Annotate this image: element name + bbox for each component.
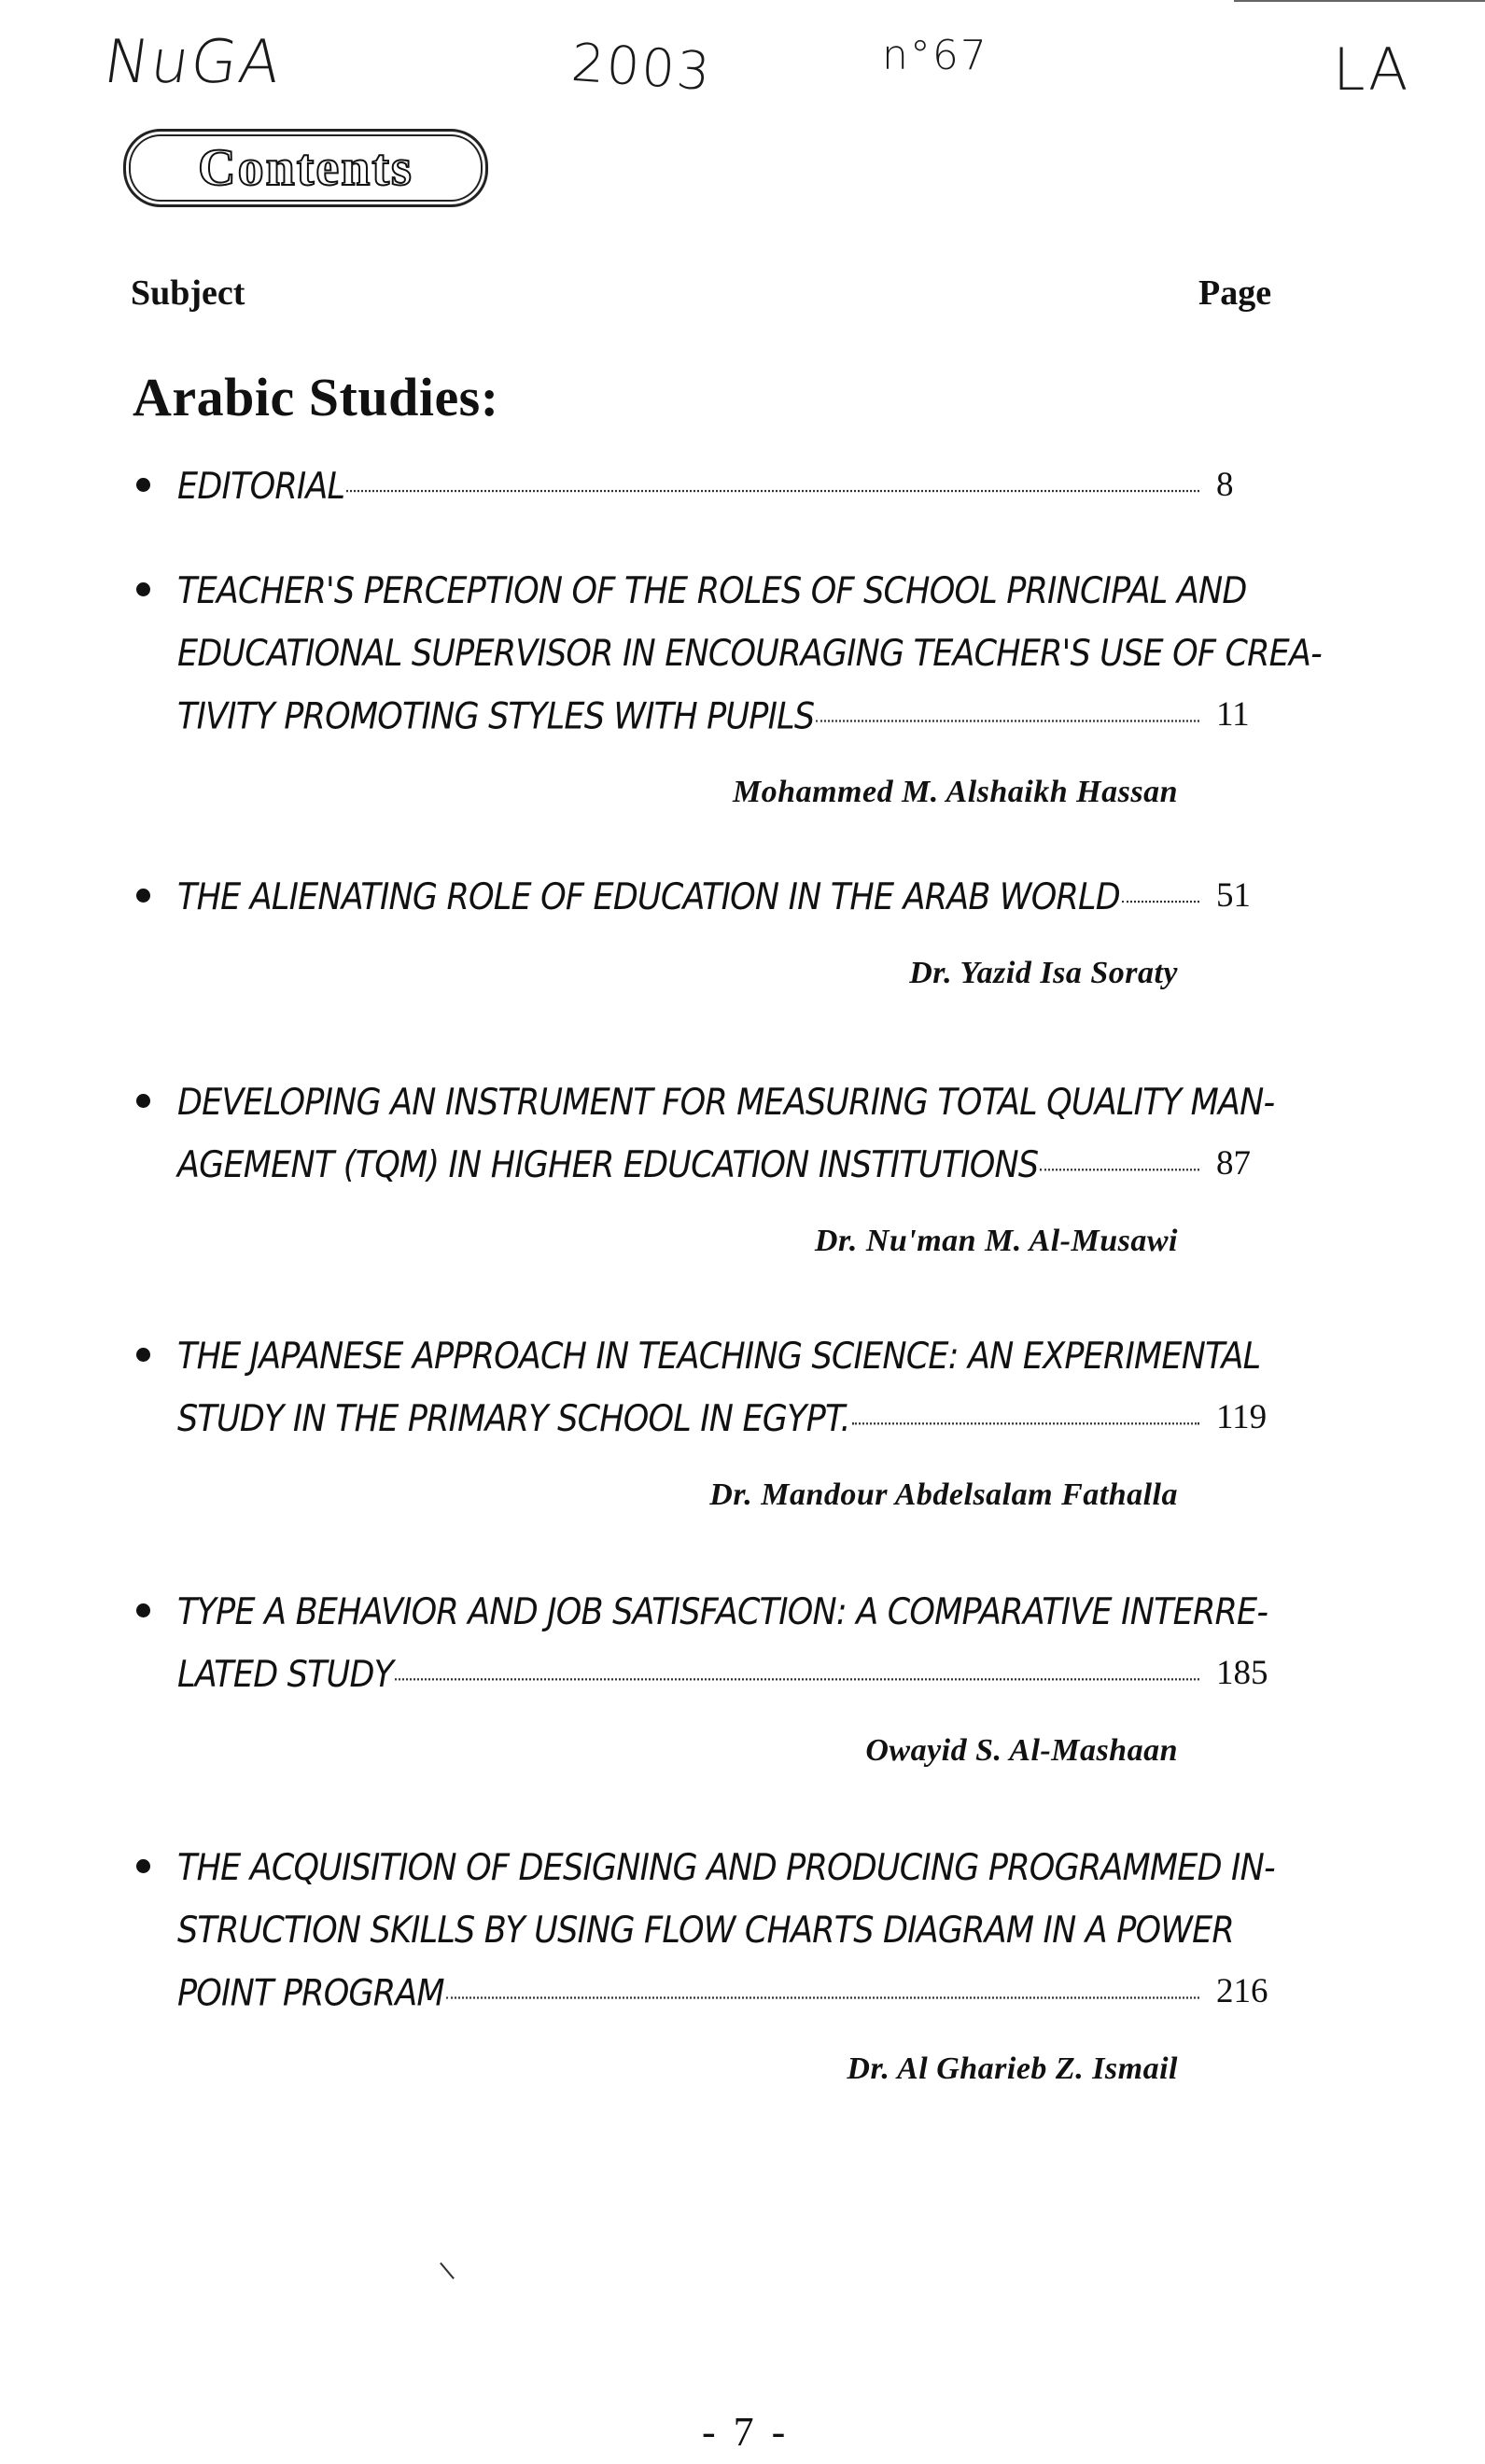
- dot-leader: [1122, 899, 1199, 903]
- toc-author: Dr. Yazid Isa Soraty: [909, 956, 1178, 990]
- title-line: [177, 866, 1199, 929]
- dot-leader: [446, 1995, 1199, 1998]
- bullet-icon: [136, 1859, 150, 1873]
- dot-leader: [1040, 1167, 1199, 1170]
- bullet-icon: [136, 1094, 150, 1108]
- title-line-text: AGEMENT (TQM) IN HIGHER EDUCATION INSTITUTIONS: [177, 1144, 1039, 1187]
- bullet-icon: [136, 478, 150, 492]
- handwritten-number: n°67: [882, 32, 988, 79]
- subject-column-header: Subject: [131, 273, 245, 313]
- title-line-text: DEVELOPING AN INSTRUMENT FOR MEASURING TOTAL QUALITY MAN-: [177, 1082, 1275, 1124]
- toc-author: Mohammed M. Alshaikh Hassan: [732, 775, 1178, 810]
- toc-page-number: 8: [1216, 466, 1234, 504]
- bullet-icon: [136, 889, 150, 903]
- toc-entry-title: [177, 866, 1199, 929]
- dot-leader: [816, 718, 1199, 721]
- toc-page-number: 87: [1216, 1144, 1251, 1183]
- toc-page-number: 51: [1216, 876, 1251, 915]
- section-title: Arabic Studies:: [133, 367, 499, 427]
- title-line: [177, 560, 1247, 623]
- page-number: - 7 -: [702, 2409, 790, 2455]
- title-line-text: EDUCATIONAL SUPERVISOR IN ENCOURAGING TEACHER'S USE OF CREA-: [177, 633, 1322, 676]
- title-line-text: LATED STUDY: [177, 1654, 394, 1697]
- title-line-text: TIVITY PROMOTING STYLES WITH PUPILS: [177, 695, 815, 738]
- title-line: [177, 1962, 1199, 2024]
- title-line-text: EDITORIAL: [177, 466, 345, 508]
- toc-page-number: 185: [1216, 1654, 1268, 1693]
- page-column-header: Page: [1198, 273, 1272, 313]
- handwritten-note-right: LA: [1333, 35, 1410, 104]
- title-line: [177, 623, 1322, 685]
- title-line-text: THE ALIENATING ROLE OF EDUCATION IN THE ARAB WORLD: [177, 876, 1120, 918]
- toc-author: Dr. Al Gharieb Z. Ismail: [847, 2051, 1178, 2087]
- title-line: [177, 1388, 1199, 1450]
- toc-page-number: 119: [1216, 1398, 1268, 1437]
- title-line: [177, 1644, 1199, 1706]
- stray-mark: [440, 2262, 455, 2279]
- bullet-icon: [136, 582, 150, 596]
- title-line-text: THE ACQUISITION OF DESIGNING AND PRODUCING PROGRAMMED IN-: [177, 1847, 1275, 1889]
- title-line: [177, 685, 1199, 748]
- title-line-text: THE JAPANESE APPROACH IN TEACHING SCIENCE: AN EXPERIMENTAL: [177, 1336, 1261, 1378]
- title-line-text: STUDY IN THE PRIMARY SCHOOL IN EGYPT.: [177, 1398, 850, 1441]
- dot-leader: [395, 1676, 1199, 1680]
- toc-page-number: 11: [1216, 695, 1250, 735]
- title-line-text: POINT PROGRAM: [177, 1972, 444, 2015]
- toc-author: Owayid S. Al-Mashaan: [865, 1733, 1178, 1769]
- title-line: [177, 455, 1199, 518]
- title-line: [177, 1581, 1268, 1644]
- title-line-text: TYPE A BEHAVIOR AND JOB SATISFACTION: A COMPARATIVE INTERRE-: [177, 1591, 1268, 1633]
- title-line: [177, 1071, 1275, 1134]
- title-line: [177, 1837, 1275, 1899]
- title-line-text: TEACHER'S PERCEPTION OF THE ROLES OF SCHOOL PRINCIPAL AND: [177, 570, 1247, 612]
- toc-entry-title: [177, 455, 1199, 518]
- contents-heading: Contents: [123, 129, 488, 207]
- scan-edge-line: [1234, 0, 1485, 2]
- toc-author: Dr. Nu'man M. Al-Musawi: [814, 1224, 1178, 1259]
- bullet-icon: [136, 1603, 150, 1617]
- title-line: [177, 1899, 1234, 1962]
- toc-author: Dr. Mandour Abdelsalam Fathalla: [709, 1477, 1178, 1513]
- handwritten-note-left: NuGA: [99, 28, 287, 97]
- title-line: [177, 1134, 1199, 1197]
- handwritten-year: 2003: [568, 32, 714, 104]
- dot-leader: [346, 488, 1199, 492]
- title-line: [177, 1325, 1261, 1388]
- dot-leader: [852, 1421, 1199, 1424]
- title-line-text: STRUCTION SKILLS BY USING FLOW CHARTS DIAGRAM IN A POWER: [177, 1910, 1234, 1953]
- toc-page-number: 216: [1216, 1972, 1268, 2011]
- bullet-icon: [136, 1348, 150, 1362]
